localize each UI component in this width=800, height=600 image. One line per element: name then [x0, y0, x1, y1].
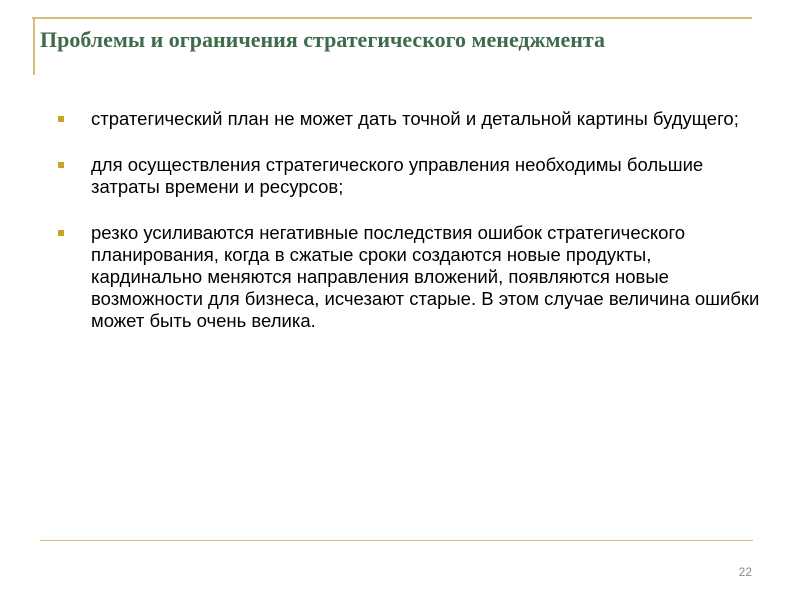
bullet-text: для осуществления стратегического управления необходимы большие затраты времени и ресурсов;	[91, 154, 704, 197]
left-accent-bar	[33, 17, 35, 75]
bullet-text: резко усиливаются негативные последствия ошибок стратегического планирования, когда в сжатые сроки создаются новые продукты, кардинально меняются направления вложений, появляются новые возможности для бизнеса, исчезают старые. В этом случае величина ошибки может быть очень велика.	[91, 222, 760, 331]
top-divider	[32, 17, 752, 19]
bottom-divider	[40, 540, 753, 541]
page-number: 22	[738, 565, 752, 579]
square-bullet-icon	[58, 230, 64, 236]
bullet-text: стратегический план не может дать точной и детальной картины будущего;	[91, 108, 739, 129]
bullet-item	[58, 108, 763, 130]
slide-title: Проблемы и ограничения стратегического менеджмента	[40, 27, 606, 52]
square-bullet-icon	[58, 162, 64, 168]
bullet-item	[58, 154, 763, 198]
bullet-item	[58, 222, 763, 332]
bullet-list	[58, 108, 763, 356]
square-bullet-icon	[58, 116, 64, 122]
